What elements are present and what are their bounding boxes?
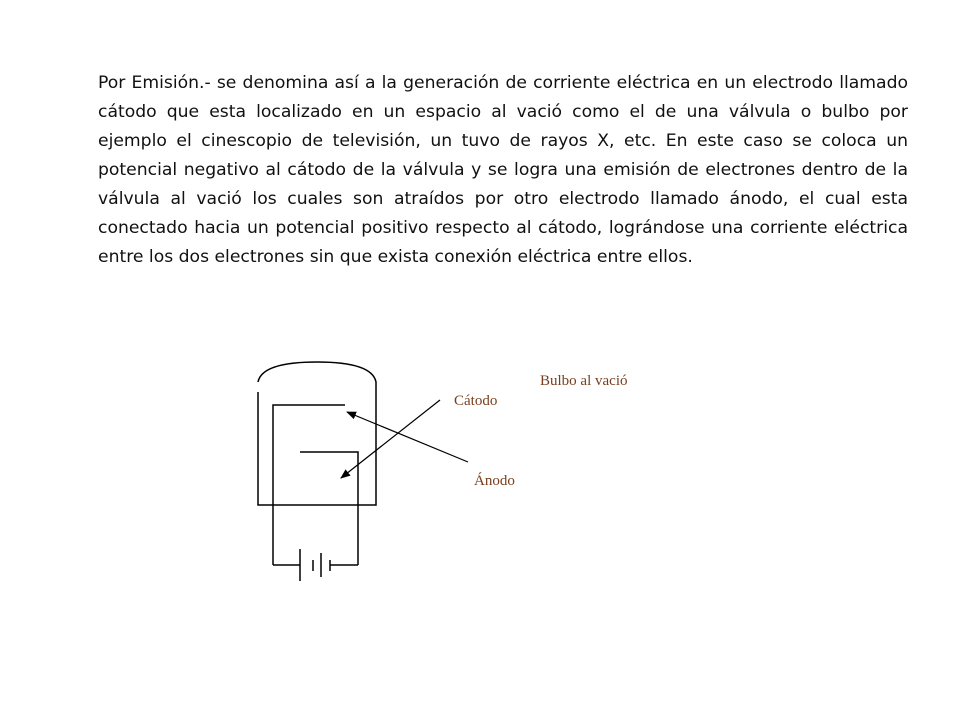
bulb-label: Bulbo al vació bbox=[540, 373, 628, 389]
cathode-electrode bbox=[273, 405, 345, 565]
cathode-pointer-arrow bbox=[341, 400, 440, 478]
battery-circuit bbox=[273, 549, 358, 581]
anode-pointer-arrow bbox=[347, 412, 468, 462]
anode-electrode bbox=[300, 452, 358, 565]
description-paragraph: Por Emisión.- se denomina así a la generación de corriente eléctrica en un electrodo llamado cátodo que esta localizado en un espacio al vació como el de una válvula o bulbo por ejemplo el cinescopio de televisión, un tuvo de rayos X, etc. En este caso se coloca un potencial negativo al cátodo de la válvula y se logra una emisión de electrones dentro de la válvula al vació los cuales son atraídos por otro electrodo llamado ánodo, el cual esta conectado hacia un potencial positivo respecto al cátodo, lográndose una corriente eléctrica entre los dos electrones sin que exista conexión eléctrica entre ellos. bbox=[98, 73, 908, 267]
cathode-label: Cátodo bbox=[454, 393, 498, 409]
anode-label: Ánodo bbox=[474, 473, 515, 489]
